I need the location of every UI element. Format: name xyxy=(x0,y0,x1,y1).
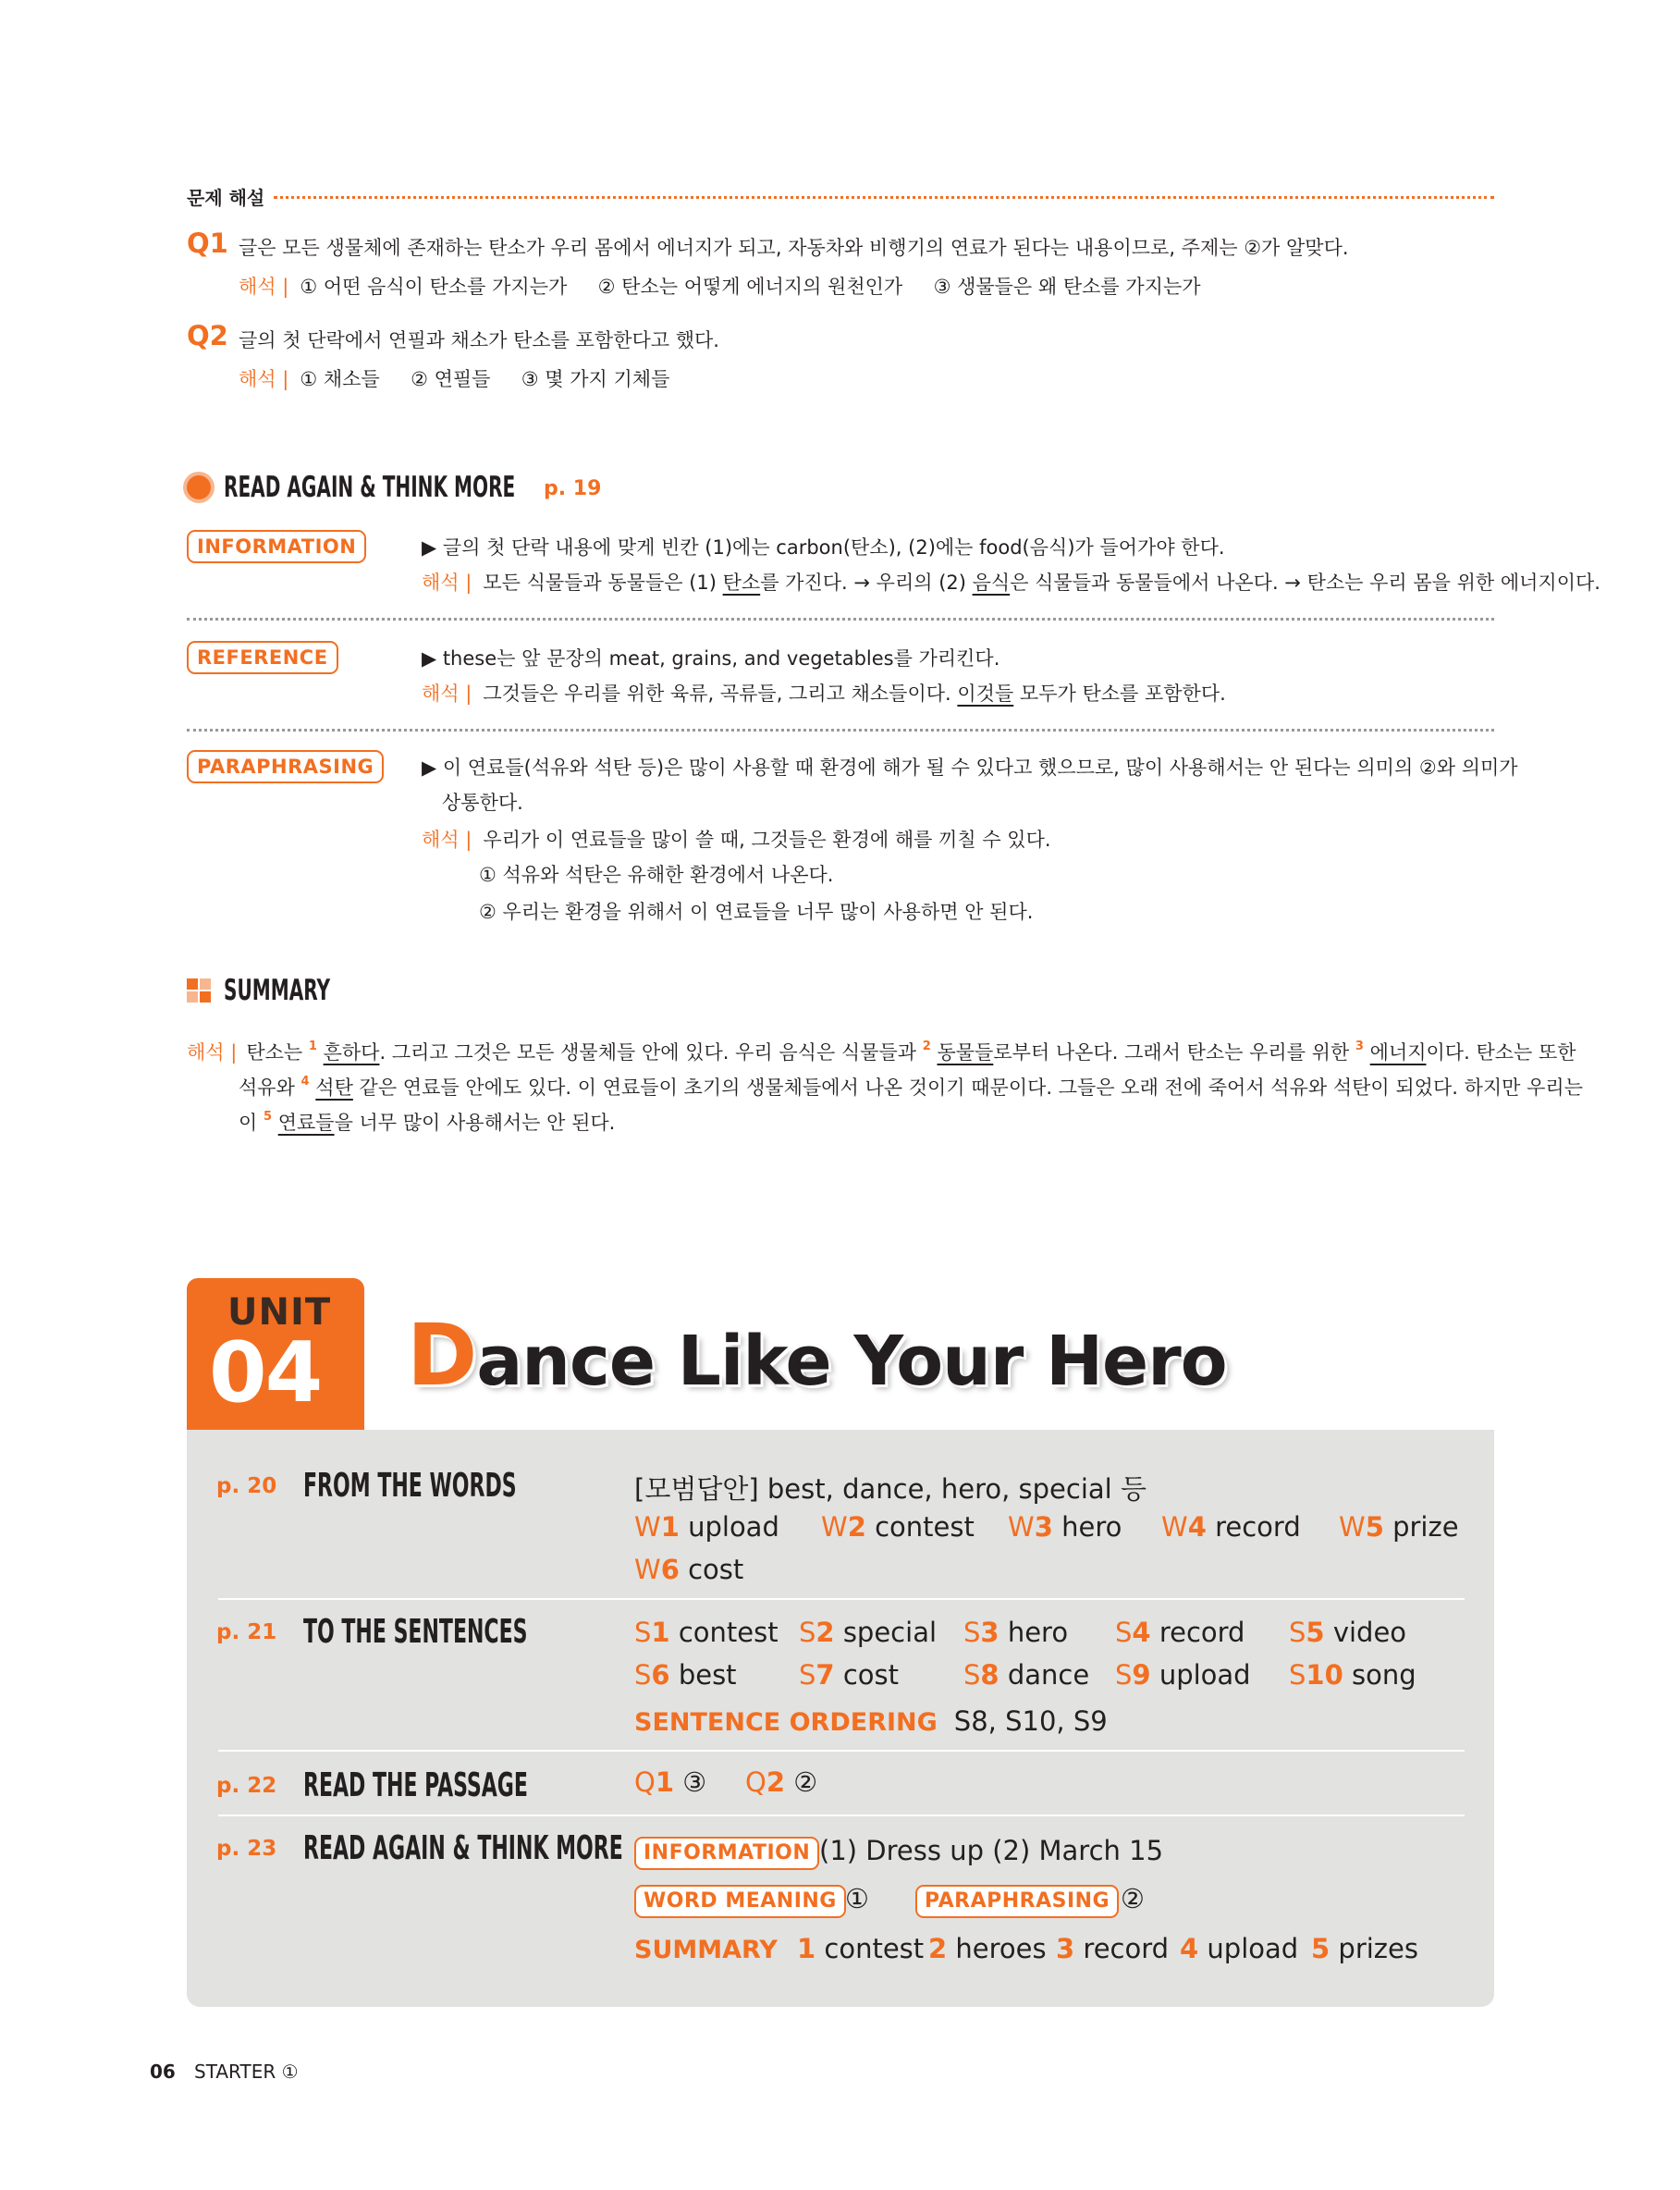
paraphrasing-note: ▶ 이 연료들(석유와 석탄 등)은 많이 사용할 때 환경에 해가 될 수 있다고 했으므로, 많이 사용해서는 안 된다는 의미의 ②와 의미가 xyxy=(422,757,1518,779)
answer-value: contest xyxy=(669,1617,779,1648)
answer-key xyxy=(821,1511,866,1543)
read-again-title: READ AGAIN & THINK MORE xyxy=(224,471,516,504)
answer-key xyxy=(797,1933,815,1964)
answer-value: record xyxy=(1206,1511,1301,1543)
text-part: 을 너무 많이 사용해서는 안 된다. xyxy=(334,1112,616,1134)
translation-label: 해석 | xyxy=(239,368,289,390)
answer-number: 5 xyxy=(1311,1933,1331,1964)
row-name: FROM THE WORDS xyxy=(303,1467,517,1505)
problem-heading: 문제 해설 xyxy=(187,187,265,209)
unit-title-initial: D xyxy=(407,1306,477,1405)
answer-value: cost xyxy=(834,1659,899,1691)
text-part: 우리가 이 연료들을 많이 쓸 때, 그것들은 환경에 해를 끼칠 수 있다. xyxy=(483,829,1051,851)
underlined-answer: 이것들 xyxy=(957,683,1014,705)
answer-letter: S xyxy=(963,1617,981,1648)
q1-answer xyxy=(634,1766,706,1798)
answer-letter: S xyxy=(799,1617,816,1648)
answer-value: ③ xyxy=(674,1766,707,1798)
reference-note: ▶ these는 앞 문장의 meat, grains, and vegetables를 가리킨다. xyxy=(422,647,1000,670)
answer-number: 2 xyxy=(815,1617,835,1648)
answer-key xyxy=(1115,1617,1151,1648)
answer-value: record xyxy=(1150,1617,1245,1648)
row-name: TO THE SENTENCES xyxy=(303,1613,528,1651)
answer-number: 3 xyxy=(980,1617,999,1648)
paraphrasing-tag: PARAPHRASING xyxy=(915,1885,1119,1918)
answer-number: 9 xyxy=(1132,1659,1151,1691)
answer-value: heroes xyxy=(947,1933,1047,1964)
dotted-divider xyxy=(274,196,1494,199)
dotted-divider xyxy=(187,618,1494,621)
answer-letter: W xyxy=(1339,1511,1366,1543)
word-answer xyxy=(1008,1511,1122,1543)
q2-number: Q2 xyxy=(187,320,228,351)
word-meaning-answer: ① xyxy=(845,1883,869,1914)
read-again-page: p. 19 xyxy=(544,477,602,500)
answer-number: 1 xyxy=(797,1933,816,1964)
sentence-answer xyxy=(963,1617,1068,1648)
answer-value: upload xyxy=(1150,1659,1251,1691)
answer-value: prizes xyxy=(1330,1933,1418,1964)
underlined-answer: 동물들 xyxy=(937,1041,994,1064)
answer-value: upload xyxy=(679,1511,779,1543)
summary-answer xyxy=(1056,1933,1169,1964)
paraphrasing-option-2: ② 우리는 환경을 위해서 이 연료들을 너무 많이 사용하면 안 된다. xyxy=(479,901,1034,923)
answer-key xyxy=(634,1659,670,1691)
underlined-answer: 석탄 xyxy=(315,1077,353,1099)
summary-answer xyxy=(1180,1933,1298,1964)
answer-key xyxy=(963,1659,999,1691)
answer-value: video xyxy=(1324,1617,1407,1648)
answer-key xyxy=(1161,1511,1207,1543)
answer-value: hero xyxy=(999,1617,1069,1648)
word-answer xyxy=(1339,1511,1459,1543)
answer-number: 1 xyxy=(651,1617,670,1648)
paraphrasing-translation xyxy=(422,825,1051,853)
answer-key xyxy=(799,1659,835,1691)
text-part: 은 식물들과 동물들에서 나온다. → 탄소는 우리 몸을 위한 에너지이다. xyxy=(1010,572,1600,594)
answer-key xyxy=(1056,1933,1074,1964)
information-answer: (1) Dress up (2) March 15 xyxy=(819,1835,1164,1866)
text-part: 모든 식물들과 동물들은 (1) xyxy=(483,572,723,594)
answer-value: song xyxy=(1343,1659,1416,1691)
information-translation xyxy=(422,568,1600,596)
answer-value: dance xyxy=(999,1659,1090,1691)
answer-letter: S xyxy=(799,1659,816,1691)
row-divider xyxy=(218,1815,1465,1816)
q2-options: ① 채소들 ② 연필들 ③ 몇 가지 기체들 xyxy=(300,368,670,390)
translation-label: 해석 | xyxy=(422,683,472,705)
summary-line-3 xyxy=(239,1108,615,1136)
reference-translation xyxy=(422,679,1226,707)
answer-letter: S xyxy=(634,1617,652,1648)
summary-answer xyxy=(1311,1933,1418,1964)
underlined-answer: 음식 xyxy=(972,572,1011,594)
word-answer xyxy=(1161,1511,1301,1543)
answer-value: contest xyxy=(815,1933,925,1964)
paraphrasing-tag: PARAPHRASING xyxy=(187,750,384,783)
answer-value: upload xyxy=(1198,1933,1299,1964)
information-tag: INFORMATION xyxy=(634,1837,819,1870)
q1-options: ① 어떤 음식이 탄소를 가지는가 ② 탄소는 어떻게 에너지의 원천인가 ③ 생물들은 왜 탄소를 가지는가 xyxy=(300,276,1201,298)
unit-title xyxy=(407,1306,1227,1405)
answer-key xyxy=(634,1554,680,1585)
paraphrasing-option-1: ① 석유와 석탄은 유해한 환경에서 나온다. xyxy=(479,864,834,886)
dotted-divider xyxy=(187,729,1494,732)
row-divider xyxy=(218,1750,1465,1752)
answer-key xyxy=(1008,1511,1053,1543)
answer-number: 6 xyxy=(651,1659,670,1691)
summary-title: SUMMARY xyxy=(224,974,331,1007)
answer-number: 7 xyxy=(815,1659,835,1691)
summary-answer xyxy=(797,1933,924,1964)
text-part: 로부터 나온다. 그래서 탄소는 우리를 위한 xyxy=(993,1041,1355,1064)
ordering-value: S8, S10, S9 xyxy=(953,1705,1108,1737)
answer-number: 5 xyxy=(1365,1511,1384,1543)
blank-number: 2 xyxy=(922,1040,931,1053)
answer-letter: Q xyxy=(745,1766,766,1798)
sentence-answer xyxy=(1289,1617,1406,1648)
summary-line-1 xyxy=(187,1038,1576,1065)
answer-letter: S xyxy=(1115,1659,1133,1691)
answer-letter: S xyxy=(1115,1617,1133,1648)
answer-number: 10 xyxy=(1306,1659,1343,1691)
blank-number: 1 xyxy=(308,1040,317,1053)
answer-number: 3 xyxy=(1056,1933,1075,1964)
row-divider xyxy=(218,1598,1465,1600)
answer-number: 1 xyxy=(660,1511,680,1543)
sentence-answer xyxy=(1115,1617,1245,1648)
translation-label: 해석 | xyxy=(422,572,472,594)
underlined-answer: 연료들 xyxy=(277,1112,335,1134)
answer-letter: W xyxy=(634,1554,661,1585)
book-title: STARTER ① xyxy=(194,2061,299,2083)
row-page: p. 22 xyxy=(216,1774,277,1798)
text-part: 를 가진다. → 우리의 (2) xyxy=(760,572,973,594)
sentence-answer xyxy=(634,1617,779,1648)
text-part: 같은 연료들 안에도 있다. 이 연료들이 초기의 생물체들에서 나온 것이기 때문이다. 그들은 오래 전에 죽어서 석유와 석탄이 되었다. 하지만 우리는 xyxy=(352,1077,1583,1099)
blank-number: 4 xyxy=(300,1075,310,1089)
answer-letter: W xyxy=(1008,1511,1035,1543)
answer-letter: W xyxy=(634,1511,661,1543)
answer-value: cost xyxy=(679,1554,744,1585)
answer-key xyxy=(963,1617,999,1648)
information-note: ▶ 글의 첫 단락 내용에 맞게 빈칸 (1)에는 carbon(탄소), (2)에는 food(음식)가 들어가야 한다. xyxy=(422,536,1225,559)
answer-number: 6 xyxy=(660,1554,680,1585)
ordering-label: SENTENCE ORDERING xyxy=(634,1708,938,1737)
text-part: 그것들은 우리를 위한 육류, 곡류들, 그리고 채소들이다. xyxy=(483,683,958,705)
model-answer: [모범답안] best, dance, hero, special 등 xyxy=(634,1473,1147,1505)
sentence-ordering xyxy=(634,1705,1108,1737)
answer-letter: S xyxy=(1289,1617,1306,1648)
row-page: p. 23 xyxy=(216,1837,277,1861)
answer-value: hero xyxy=(1052,1511,1122,1543)
reference-tag: REFERENCE xyxy=(187,641,338,674)
translation-label: 해석 | xyxy=(422,829,472,851)
summary-answer xyxy=(928,1933,1047,1964)
answer-key xyxy=(799,1617,835,1648)
translation-label: 해석 | xyxy=(187,1041,238,1064)
q2-answer xyxy=(745,1766,817,1798)
word-answer xyxy=(634,1511,779,1543)
q1-explanation: 글은 모든 생물체에 존재하는 탄소가 우리 몸에서 에너지가 되고, 자동차와 비행기의 연료가 된다는 내용이므로, 주제는 ②가 알맞다. xyxy=(239,237,1349,259)
blank-number: 3 xyxy=(1355,1040,1364,1053)
answer-letter: W xyxy=(1161,1511,1188,1543)
answer-key xyxy=(634,1511,680,1543)
text-part: 탄소는 xyxy=(246,1041,309,1064)
answer-letter: W xyxy=(821,1511,848,1543)
answer-number: 8 xyxy=(980,1659,999,1691)
answer-key xyxy=(1115,1659,1151,1691)
text-part: 이 xyxy=(239,1112,264,1134)
answer-value: contest xyxy=(865,1511,975,1543)
answer-key xyxy=(1180,1933,1198,1964)
summary-label-text: SUMMARY xyxy=(634,1936,778,1964)
answer-value: best xyxy=(669,1659,737,1691)
answer-letter: S xyxy=(963,1659,981,1691)
sentence-answer xyxy=(1289,1659,1416,1691)
answer-letter: Q xyxy=(634,1766,656,1798)
unit-number: 04 xyxy=(209,1324,322,1421)
row-name: READ AGAIN & THINK MORE xyxy=(303,1829,623,1867)
answer-key xyxy=(745,1766,785,1798)
answer-value: special xyxy=(834,1617,938,1648)
summary-line-2 xyxy=(239,1073,1583,1101)
answer-value: record xyxy=(1074,1933,1170,1964)
information-tag: INFORMATION xyxy=(187,530,366,563)
answer-number: 2 xyxy=(847,1511,866,1543)
text-part: . 그리고 그것은 모든 생물체들 안에 있다. 우리 음식은 식물들과 xyxy=(379,1041,923,1064)
unit-label: UNIT xyxy=(227,1291,332,1334)
answer-number: 2 xyxy=(766,1766,786,1798)
answer-number: 4 xyxy=(1132,1617,1151,1648)
answer-key xyxy=(634,1617,670,1648)
underlined-answer: 흔하다 xyxy=(323,1041,380,1064)
answer-value: ② xyxy=(785,1766,818,1798)
answer-number: 4 xyxy=(1180,1933,1199,1964)
answer-key xyxy=(1289,1659,1343,1691)
word-answer xyxy=(634,1554,743,1585)
underlined-answer: 탄소 xyxy=(722,572,761,594)
q2-explanation: 글의 첫 단락에서 연필과 채소가 탄소를 포함한다고 했다. xyxy=(239,329,719,351)
paraphrasing-answer: ② xyxy=(1121,1883,1145,1914)
answer-value: prize xyxy=(1383,1511,1459,1543)
answer-key xyxy=(1289,1617,1325,1648)
answer-key xyxy=(634,1766,674,1798)
paraphrasing-note-cont: 상통한다. xyxy=(442,792,523,814)
sentence-answer xyxy=(963,1659,1089,1691)
answer-letter: S xyxy=(1289,1659,1306,1691)
sentence-answer xyxy=(799,1659,899,1691)
sentence-answer xyxy=(1115,1659,1251,1691)
sentence-answer xyxy=(799,1617,937,1648)
blank-number: 5 xyxy=(263,1110,273,1124)
sentence-answer xyxy=(634,1659,737,1691)
summary-label xyxy=(634,1933,778,1964)
underlined-answer: 에너지 xyxy=(1369,1041,1427,1064)
text-part: 모두가 탄소를 포함한다. xyxy=(1013,683,1226,705)
word-answer xyxy=(821,1511,975,1543)
answer-letter: S xyxy=(634,1659,652,1691)
answer-number: 4 xyxy=(1187,1511,1207,1543)
summary-squares-icon xyxy=(187,978,211,1003)
q2-translation xyxy=(239,364,669,392)
row-page: p. 20 xyxy=(216,1474,277,1498)
text-part: 석유와 xyxy=(239,1077,301,1099)
text-part: 이다. 탄소는 또한 xyxy=(1426,1041,1576,1064)
answer-number: 1 xyxy=(655,1766,675,1798)
q1-translation xyxy=(239,272,1201,300)
row-name: READ THE PASSAGE xyxy=(303,1766,528,1804)
answer-number: 5 xyxy=(1306,1617,1325,1648)
q1-number: Q1 xyxy=(187,228,228,259)
row-page: p. 21 xyxy=(216,1620,277,1644)
answer-key xyxy=(1311,1933,1330,1964)
answer-number: 2 xyxy=(928,1933,948,1964)
page-number: 06 xyxy=(150,2061,176,2083)
circle-bullet-icon xyxy=(187,475,211,499)
answer-key xyxy=(928,1933,947,1964)
word-meaning-tag: WORD MEANING xyxy=(634,1885,846,1918)
unit-title-rest: ance Like Your Hero xyxy=(476,1322,1227,1401)
translation-label: 해석 | xyxy=(239,276,289,298)
answer-number: 3 xyxy=(1034,1511,1053,1543)
answer-key xyxy=(1339,1511,1384,1543)
